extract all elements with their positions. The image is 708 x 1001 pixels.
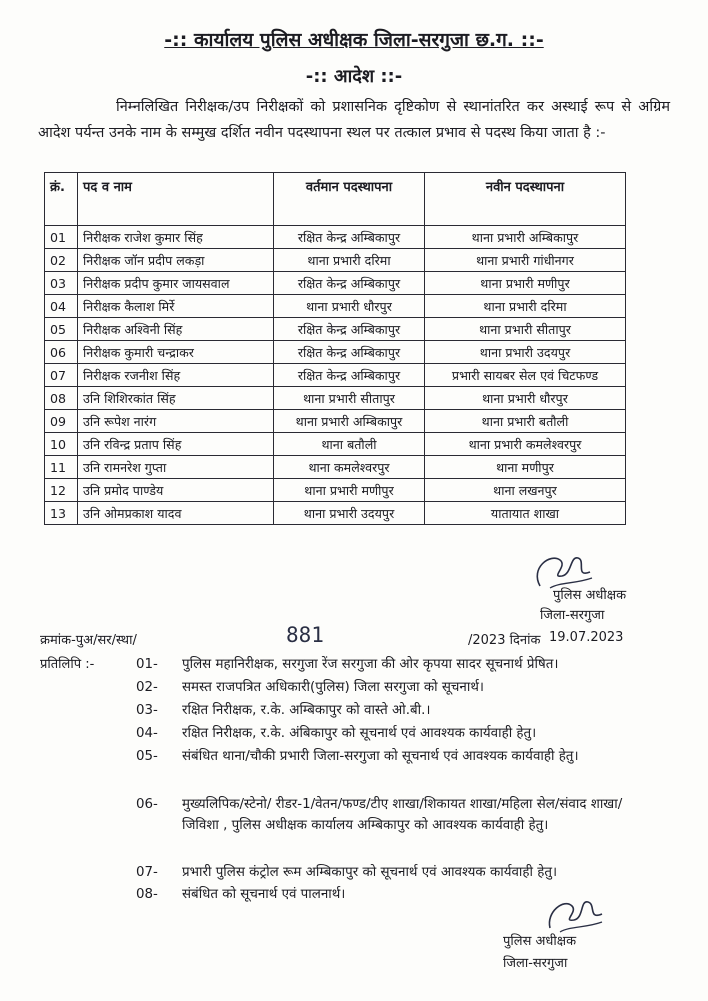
copy-to-text: प्रभारी पुलिस कंट्रोल रूम अम्बिकापुर को सूचनार्थ एवं आवश्यक कार्यवाही हेतु। (182, 865, 558, 880)
cell-name: निरीक्षक अश्विनी सिंह (78, 318, 274, 341)
cell-serial: 04 (45, 295, 78, 318)
cell-serial: 11 (45, 456, 78, 479)
cell-new-posting: थाना प्रभारी दरिमा (425, 295, 626, 318)
table-row (45, 433, 626, 456)
cell-serial: 12 (45, 479, 78, 502)
cell-name: निरीक्षक रजनीश सिंह (78, 364, 274, 387)
table-row (45, 341, 626, 364)
table-row (45, 387, 626, 410)
copy-to-number: 02- (136, 680, 158, 695)
cell-current-posting: थाना प्रभारी अम्बिकापुर (274, 410, 425, 433)
cell-current-posting: रक्षित केन्द्र अम्बिकापुर (274, 318, 425, 341)
cell-new-posting: थाना प्रभारी मणीपुर (425, 272, 626, 295)
order-heading: -:: आदेश ::- (305, 66, 403, 87)
copy-to-number: 06- (136, 797, 158, 812)
cell-name: उनि प्रमोद पाण्डेय (78, 479, 274, 502)
cell-name: उनि ओमप्रकाश यादव (78, 502, 274, 525)
copy-to-text: रक्षित निरीक्षक, र.के. अम्बिकापुर को वास्ते ओ.बी.। (182, 703, 431, 718)
cell-name: उनि शिशिरकांत सिंह (78, 387, 274, 410)
cell-current-posting: थाना प्रभारी उदयपुर (274, 502, 425, 525)
copy-to-number: 07- (136, 865, 158, 880)
table-row (45, 318, 626, 341)
cell-name: निरीक्षक कुमारी चन्द्राकर (78, 341, 274, 364)
signatory-district: जिला-सरगुजा (503, 956, 568, 971)
cell-current-posting: थाना कमलेश्वरपुर (274, 456, 425, 479)
table-row (45, 364, 626, 387)
copy-to-text: समस्त राजपत्रित अधिकारी(पुलिस) जिला सरगुजा को सूचनार्थ। (182, 680, 484, 695)
cell-new-posting: थाना प्रभारी उदयपुर (425, 341, 626, 364)
copy-to-number: 01- (136, 657, 158, 672)
table-row (45, 249, 626, 272)
cell-serial: 03 (45, 272, 78, 295)
signatory-designation: पुलिस अधीक्षक (553, 588, 627, 603)
col-header-new-posting: नवीन पदस्थापना (425, 173, 626, 226)
copy-to-text: रक्षित निरीक्षक, र.के. अंबिकापुर को सूचनार्थ एवं आवश्यक कार्यवाही हेतु। (182, 726, 537, 741)
table-header-row (45, 173, 626, 226)
copy-to-text: मुख्यलिपिक/स्टेनो/ रीडर-1/वेतन/फण्ड/टीए शाखा/शिकायत शाखा/महिला सेल/संवाद शाखा/जिविशा , पुलिस अधीक्षक कार्यालय अम्बिकापुर को आवश्यक कार्यवाही हेतु। (182, 797, 623, 833)
cell-current-posting: रक्षित केन्द्र अम्बिकापुर (274, 272, 425, 295)
table-row (45, 456, 626, 479)
cell-name: उनि रामनरेश गुप्ता (78, 456, 274, 479)
col-header-name: पद व नाम (78, 173, 274, 226)
cell-new-posting: थाना प्रभारी बतौली (425, 410, 626, 433)
cell-current-posting: थाना बतौली (274, 433, 425, 456)
copy-to-text: पुलिस महानिरीक्षक, सरगुजा रेंज सरगुजा की ओर कृपया सादर सूचनार्थ प्रेषित। (182, 657, 559, 672)
cell-new-posting: थाना लखनपुर (425, 479, 626, 502)
reference-year: /2023 दिनांक (468, 633, 541, 648)
cell-current-posting: थाना प्रभारी दरिमा (274, 249, 425, 272)
office-title: -:: कार्यालय पुलिस अधीक्षक जिला-सरगुजा छ.ग. ::- (164, 29, 544, 51)
cell-current-posting: रक्षित केन्द्र अम्बिकापुर (274, 341, 425, 364)
cell-current-posting: थाना प्रभारी मणीपुर (274, 479, 425, 502)
cell-new-posting: यातायात शाखा (425, 502, 626, 525)
cell-serial: 10 (45, 433, 78, 456)
col-header-serial: क्रं. (45, 173, 78, 226)
copy-to-number: 08- (136, 887, 158, 902)
signatory-designation: पुलिस अधीक्षक (503, 934, 577, 949)
table-row (45, 295, 626, 318)
table-row (45, 479, 626, 502)
cell-name: निरीक्षक राजेश कुमार सिंह (78, 226, 274, 249)
reference-label: क्रमांक-पुअ/सर/स्था/ (40, 633, 137, 648)
reference-date: 19.07.2023 (549, 630, 624, 645)
copy-to-text: संबंधित को सूचनार्थ एवं पालनार्थ। (182, 887, 346, 902)
cell-new-posting: थाना मणीपुर (425, 456, 626, 479)
cell-current-posting: रक्षित केन्द्र अम्बिकापुर (274, 364, 425, 387)
copy-to-number: 04- (136, 726, 158, 741)
reference-number: 881 (286, 623, 324, 647)
cell-serial: 05 (45, 318, 78, 341)
cell-serial: 13 (45, 502, 78, 525)
table-row (45, 272, 626, 295)
cell-new-posting: प्रभारी सायबर सेल एवं चिटफण्ड (425, 364, 626, 387)
cell-serial: 06 (45, 341, 78, 364)
cell-current-posting: रक्षित केन्द्र अम्बिकापुर (274, 226, 425, 249)
cell-new-posting: थाना प्रभारी अम्बिकापुर (425, 226, 626, 249)
cell-new-posting: थाना प्रभारी सीतापुर (425, 318, 626, 341)
cell-name: निरीक्षक जॉन प्रदीप लकड़ा (78, 249, 274, 272)
intro-paragraph: निम्नलिखित निरीक्षक/उप निरीक्षकों को प्रशासनिक दृष्टिकोण से स्थानांतरित कर अस्थाई रूप से अग्रिम आदेश पर्यन्त उनके नाम के सम्मुख दर्शित नवीन पदस्थापना स्थल पर तत्काल प्रभाव से पदस्थ किया जाता है :- (38, 99, 670, 141)
cell-serial: 07 (45, 364, 78, 387)
cell-current-posting: थाना प्रभारी सीतापुर (274, 387, 425, 410)
cell-name: निरीक्षक प्रदीप कुमार जायसवाल (78, 272, 274, 295)
table-row (45, 410, 626, 433)
table-row (45, 502, 626, 525)
cell-serial: 09 (45, 410, 78, 433)
col-header-current-posting: वर्तमान पदस्थापना (274, 173, 425, 226)
copy-to-label: प्रतिलिपि :- (40, 657, 95, 672)
signatory-district: जिला-सरगुजा (540, 608, 605, 623)
table-row (45, 226, 626, 249)
copy-to-number: 05- (136, 749, 158, 764)
cell-serial: 02 (45, 249, 78, 272)
cell-serial: 01 (45, 226, 78, 249)
cell-current-posting: थाना प्रभारी धौरपुर (274, 295, 425, 318)
cell-name: उनि रूपेश नारंग (78, 410, 274, 433)
copy-to-number: 03- (136, 703, 158, 718)
cell-new-posting: थाना प्रभारी गांधीनगर (425, 249, 626, 272)
transfer-table (44, 172, 626, 525)
cell-new-posting: थाना प्रभारी धौरपुर (425, 387, 626, 410)
cell-name: उनि रविन्द्र प्रताप सिंह (78, 433, 274, 456)
cell-serial: 08 (45, 387, 78, 410)
cell-name: निरीक्षक कैलाश मिर्रे (78, 295, 274, 318)
copy-to-text: संबंधित थाना/चौकी प्रभारी जिला-सरगुजा को सूचनार्थ एवं आवश्यक कार्यवाही हेतु। (182, 749, 579, 764)
cell-new-posting: थाना प्रभारी कमलेश्वरपुर (425, 433, 626, 456)
